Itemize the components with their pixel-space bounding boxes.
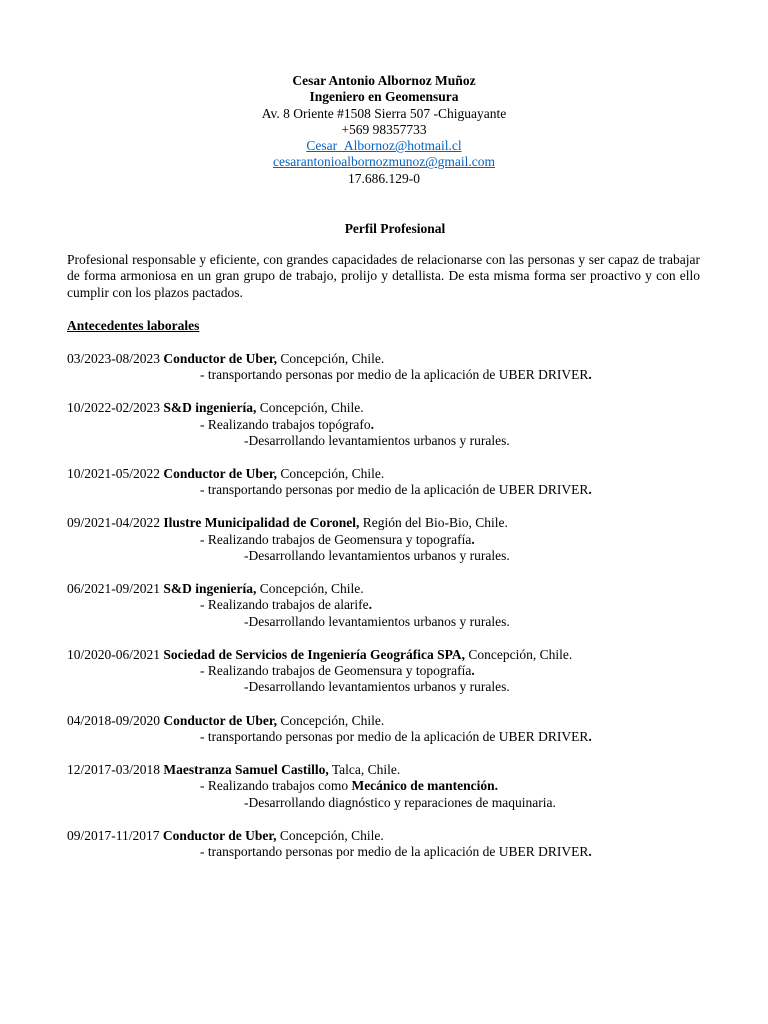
job-entry [67, 581, 707, 630]
experience-heading: Antecedentes laborales [67, 318, 200, 333]
contact-header [0, 73, 768, 187]
candidate-title: Ingeniero en Geomensura [309, 89, 459, 105]
job-entry [67, 515, 707, 564]
job-duty-bold: . [588, 482, 592, 498]
job-org: S&D ingeniería, [163, 581, 257, 597]
job-entry [67, 828, 707, 861]
candidate-name: Cesar Antonio Albornoz Muñoz [292, 73, 476, 88]
job-location: Región del Bio-Bio, Chile. [362, 515, 508, 531]
job-subduty: -Desarrollando diagnóstico y reparaciones de maquinaria. [244, 794, 556, 810]
job-dates: 09/2017-11/2017 [67, 827, 160, 843]
job-duty: - transportando personas por medio de la aplicación de UBER DRIVER [200, 843, 589, 859]
job-duty: - Realizando trabajos de Geomensura y topografía [200, 531, 472, 547]
job-dates: 10/2020-06/2021 [67, 646, 160, 662]
job-dates: 10/2021-05/2022 [67, 466, 160, 482]
job-duty: - Realizando trabajos topógrafo [200, 416, 371, 432]
profile-heading: Perfil Profesional [344, 221, 446, 236]
job-duty: - Realizando trabajos de Geomensura y topografía [200, 663, 472, 679]
job-dates: 06/2021-09/2021 [67, 581, 160, 597]
job-subduty: -Desarrollando levantamientos urbanos y rurales. [244, 613, 510, 629]
job-entry [67, 400, 707, 449]
job-dates: 12/2017-03/2018 [67, 761, 160, 777]
job-duty-bold: . [588, 843, 592, 859]
job-duty-bold: . [471, 531, 475, 547]
job-duty: - Realizando trabajos como [200, 778, 352, 794]
job-duty-bold: . [471, 663, 475, 679]
job-duty: - transportando personas por medio de la aplicación de UBER DRIVER [200, 728, 589, 744]
job-duty-bold: Mecánico de mantención. [351, 778, 499, 794]
job-org: S&D ingeniería, [163, 400, 257, 416]
phone: +569 98357733 [341, 121, 427, 137]
email-link-hotmail[interactable]: Cesar_Albornoz@hotmail.cl [306, 138, 462, 154]
job-duty-bold: . [370, 416, 374, 432]
job-list [67, 351, 707, 877]
email-link-gmail[interactable]: cesarantonioalbornozmunoz@gmail.com [273, 154, 495, 170]
job-subduty: -Desarrollando levantamientos urbanos y rurales. [244, 548, 510, 564]
job-org: Ilustre Municipalidad de Coronel, [163, 515, 360, 531]
rut: 17.686.129-0 [348, 170, 420, 186]
job-entry [67, 647, 707, 696]
job-duty: - transportando personas por medio de la aplicación de UBER DRIVER [200, 482, 589, 498]
job-subduty: -Desarrollando levantamientos urbanos y rurales. [244, 679, 510, 695]
job-dates: 03/2023-08/2023 [67, 351, 160, 366]
job-org: Conductor de Uber, [163, 351, 278, 366]
job-org: Maestranza Samuel Castillo, [163, 761, 329, 777]
job-duty-bold: . [588, 728, 592, 744]
job-org: Conductor de Uber, [163, 466, 278, 482]
job-entry [67, 466, 707, 499]
job-dates: 10/2022-02/2023 [67, 400, 160, 416]
job-duty: - transportando personas por medio de la aplicación de UBER DRIVER [200, 367, 589, 383]
job-entry [67, 713, 707, 746]
job-subduty: -Desarrollando levantamientos urbanos y rurales. [244, 432, 510, 448]
job-org: Sociedad de Servicios de Ingeniería Geográfica SPA, [163, 646, 465, 662]
job-dates: 04/2018-09/2020 [67, 712, 160, 728]
job-duty: - Realizando trabajos de alarife [200, 597, 369, 613]
job-location: Talca, Chile. [331, 761, 401, 777]
job-dates: 09/2021-04/2022 [67, 515, 160, 531]
job-org: Conductor de Uber, [162, 827, 277, 843]
job-location: Concepción, Chile. [259, 581, 364, 597]
profile-text: Profesional responsable y eficiente, con grandes capacidades de relacionarse con las personas y ser capaz de trabajar de forma armoniosa en un gran grupo de trabajo, prolijo y detallista. De esta misma forma ser proactivo y con ello cumplir con los plazos pactados. [67, 252, 700, 300]
job-location: Concepción, Chile. [468, 646, 573, 662]
job-location: Concepción, Chile. [259, 400, 364, 416]
job-duty-bold: . [588, 367, 592, 383]
job-location: Concepción, Chile. [280, 466, 385, 482]
job-org: Conductor de Uber, [163, 712, 278, 728]
job-location: Concepción, Chile. [279, 827, 384, 843]
job-location: Concepción, Chile. [280, 712, 385, 728]
job-location: Concepción, Chile. [280, 351, 385, 366]
job-entry [67, 351, 707, 384]
address: Av. 8 Oriente #1508 Sierra 507 -Chiguayante [261, 105, 507, 121]
job-duty-bold: . [368, 597, 373, 613]
job-entry [67, 762, 707, 811]
